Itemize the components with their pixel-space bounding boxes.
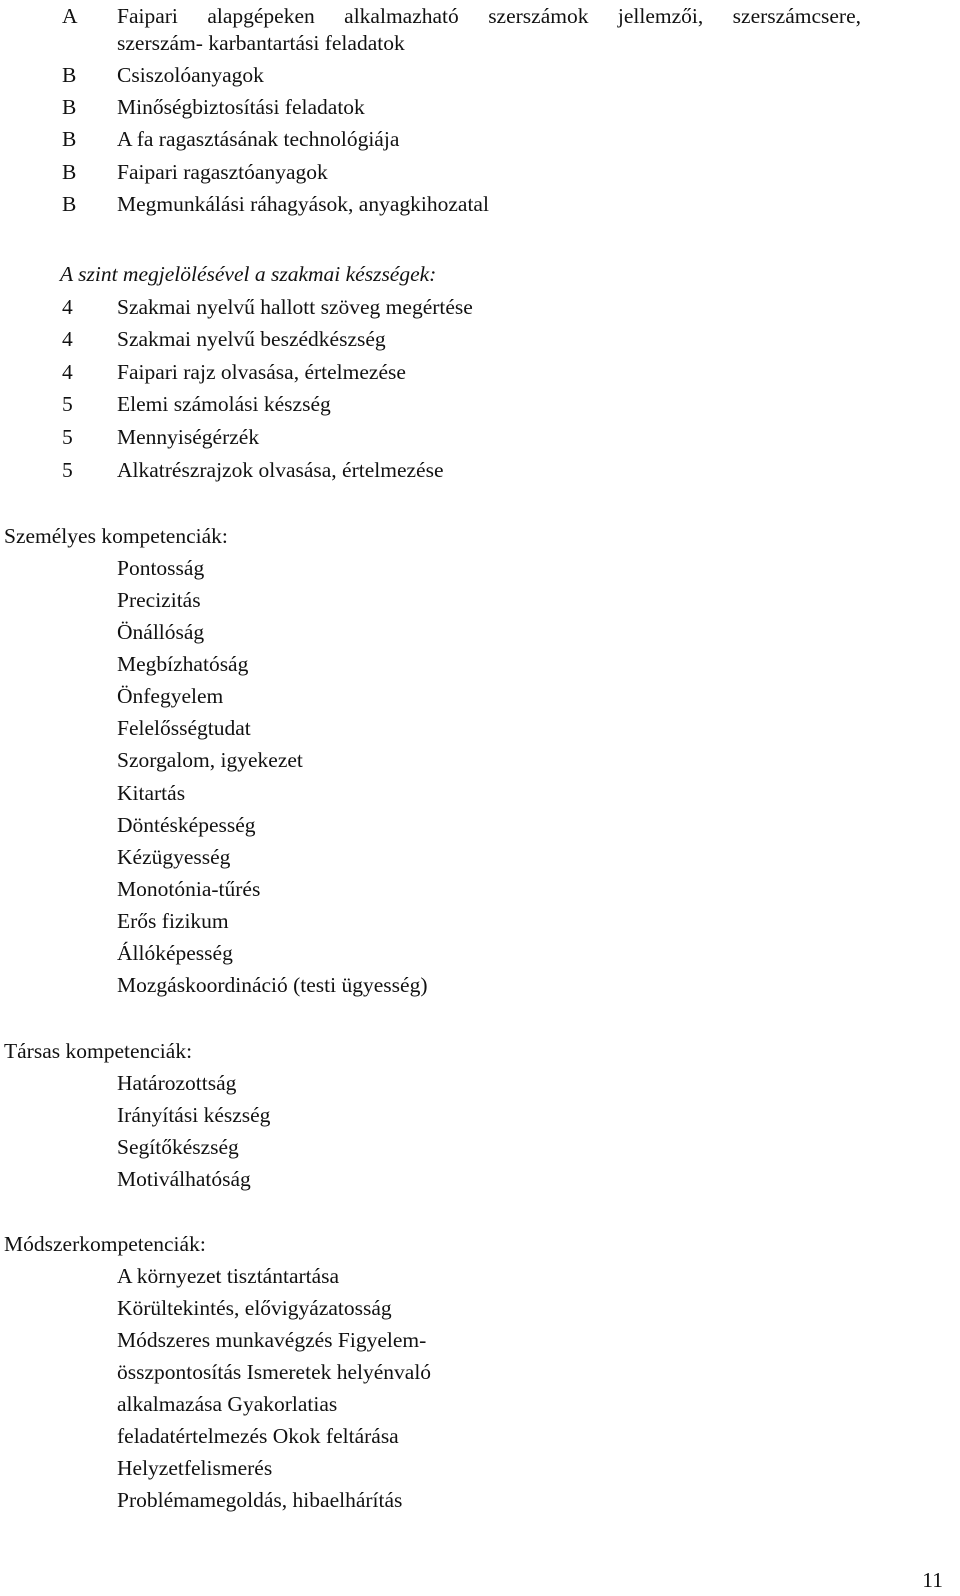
competency-text: Erős fizikum bbox=[117, 909, 229, 933]
competency-text: Kézügyesség bbox=[117, 845, 231, 869]
skill-text: Elemi számolási készség bbox=[117, 392, 331, 416]
competency-text: Segítőkészség bbox=[117, 1135, 239, 1159]
level-code: B bbox=[62, 63, 77, 87]
competency-text: Pontosság bbox=[117, 556, 205, 580]
knowledge-text: Csiszolóanyagok bbox=[117, 63, 264, 87]
social-heading: Társas kompetenciák: bbox=[4, 1039, 193, 1063]
level-code: 4 bbox=[62, 295, 73, 319]
competency-text: Precizitás bbox=[117, 588, 201, 612]
page-number: 11 bbox=[922, 1568, 943, 1592]
competency-text: Monotónia-tűrés bbox=[117, 877, 261, 901]
skill-text: Faipari rajz olvasása, értelmezése bbox=[117, 360, 406, 384]
skill-text: Mennyiségérzék bbox=[117, 425, 260, 449]
competency-text: Megbízhatóság bbox=[117, 652, 249, 676]
knowledge-text: szerszám- karbantartási feladatok bbox=[117, 31, 405, 55]
competency-text: Állóképesség bbox=[117, 941, 233, 965]
level-code: B bbox=[62, 160, 77, 184]
competency-text: Kitartás bbox=[117, 781, 186, 805]
level-code: 5 bbox=[62, 392, 73, 416]
level-code: A bbox=[62, 4, 78, 28]
competency-text: Helyzetfelismerés bbox=[117, 1456, 273, 1480]
competency-text: Szorgalom, igyekezet bbox=[117, 748, 303, 772]
knowledge-text: Minőségbiztosítási feladatok bbox=[117, 95, 365, 119]
level-code: 5 bbox=[62, 458, 73, 482]
competency-text: Önfegyelem bbox=[117, 684, 224, 708]
competency-text: összpontosítás Ismeretek helyénvaló bbox=[117, 1360, 432, 1384]
personal-heading: Személyes kompetenciák: bbox=[4, 524, 228, 548]
competency-text: Határozottság bbox=[117, 1071, 237, 1095]
competency-text: Önállóság bbox=[117, 620, 205, 644]
skill-text: Szakmai nyelvű hallott szöveg megértése bbox=[117, 295, 473, 319]
knowledge-text: Megmunkálási ráhagyások, anyagkihozatal bbox=[117, 192, 489, 216]
knowledge-text: Faipari alapgépeken alkalmazható szerszámok jellemzői, szerszámcsere, bbox=[117, 4, 861, 28]
competency-text: Döntésképesség bbox=[117, 813, 256, 837]
skills-heading: A szint megjelölésével a szakmai készségek: bbox=[60, 262, 437, 286]
level-code: 5 bbox=[62, 425, 73, 449]
competency-text: Irányítási készség bbox=[117, 1103, 271, 1127]
competency-text: Módszeres munkavégzés Figyelem- bbox=[117, 1328, 427, 1352]
competency-text: Motiválhatóság bbox=[117, 1167, 251, 1191]
competency-text: Körültekintés, elővigyázatosság bbox=[117, 1296, 392, 1320]
competency-text: Felelősségtudat bbox=[117, 716, 251, 740]
level-code: 4 bbox=[62, 327, 73, 351]
level-code: B bbox=[62, 95, 77, 119]
competency-text: Problémamegoldás, hibaelhárítás bbox=[117, 1488, 403, 1512]
method-heading: Módszerkompetenciák: bbox=[4, 1232, 206, 1256]
competency-text: feladatértelmezés Okok feltárása bbox=[117, 1424, 399, 1448]
knowledge-text: Faipari ragasztóanyagok bbox=[117, 160, 328, 184]
skill-text: Alkatrészrajzok olvasása, értelmezése bbox=[117, 458, 444, 482]
level-code: 4 bbox=[62, 360, 73, 384]
knowledge-text: A fa ragasztásának technológiája bbox=[117, 127, 400, 151]
level-code: B bbox=[62, 127, 77, 151]
skill-text: Szakmai nyelvű beszédkészség bbox=[117, 327, 386, 351]
level-code: B bbox=[62, 192, 77, 216]
competency-text: alkalmazása Gyakorlatias bbox=[117, 1392, 338, 1416]
competency-text: A környezet tisztántartása bbox=[117, 1264, 340, 1288]
competency-text: Mozgáskoordináció (testi ügyesség) bbox=[117, 973, 428, 997]
